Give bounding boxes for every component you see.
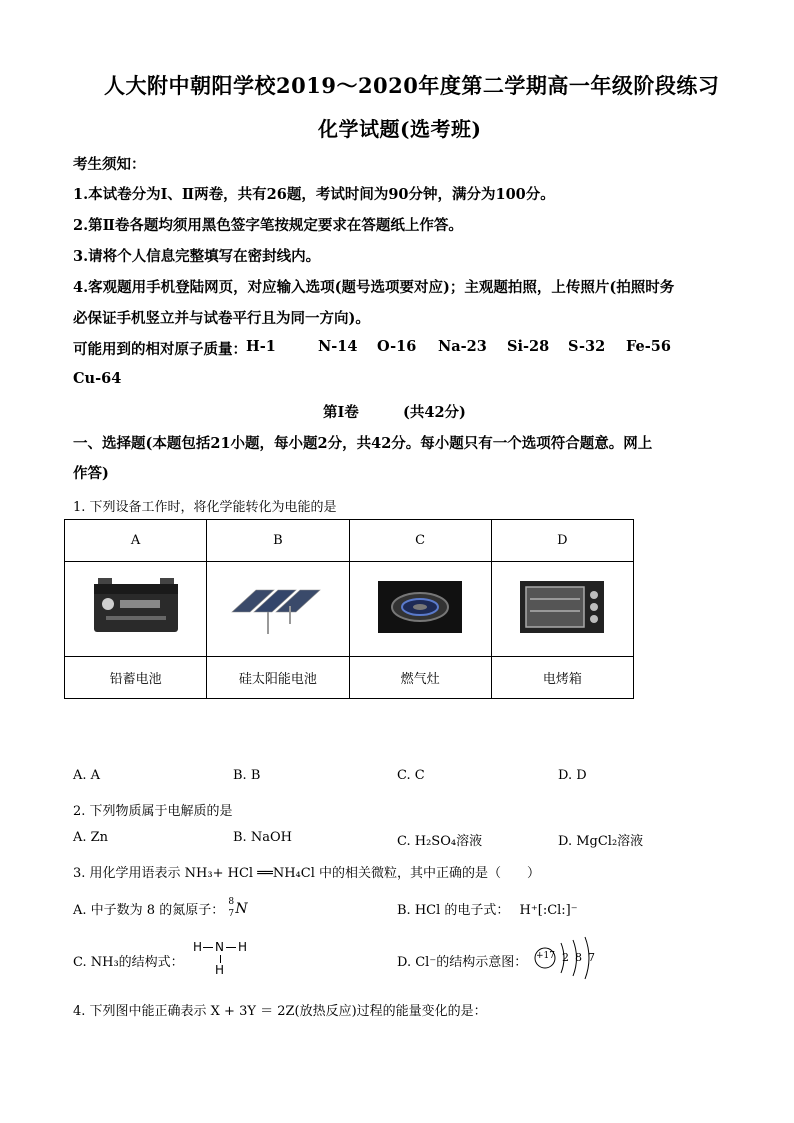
- element-symbol: N: [235, 900, 248, 917]
- q1-label-b: 硅太阳能电池: [207, 657, 349, 699]
- instruction-item: 2.第Ⅱ卷各题均须用黑色签字笔按规定要求在答题纸上作答。: [73, 217, 463, 234]
- q1-header-a: A: [65, 520, 207, 562]
- instruction-item: 1.本试卷分为Ⅰ、Ⅱ两卷，共有26题，考试时间为90分钟，满分为100分。: [73, 186, 555, 203]
- atomic-mass: Si-28: [507, 338, 550, 355]
- section-intro: 作答): [73, 465, 109, 482]
- q1-header-d: D: [491, 520, 633, 562]
- q3-option-c[interactable]: [73, 951, 184, 970]
- q1-option-d[interactable]: D. D: [558, 768, 587, 783]
- atom-h-bottom: H: [215, 963, 225, 977]
- atomic-mass: Cu-64: [73, 370, 122, 387]
- page-subtitle: 化学试题(选考班): [318, 117, 482, 141]
- atomic-mass: O-16: [377, 338, 417, 355]
- gas-stove-image: [349, 562, 491, 657]
- bond: [203, 947, 213, 948]
- structural-formula: [193, 940, 253, 980]
- q2-option-b[interactable]: B. NaOH: [233, 830, 292, 845]
- q3-stem: 3. 用化学用语表示 NH₃+ HCl ══NH₄Cl 中的相关微粒，其中正确的是（ ）: [73, 866, 541, 881]
- section-title: 第Ⅰ卷: [323, 404, 359, 421]
- atomic-structure-diagram: [531, 935, 601, 981]
- section-score: (共42分): [403, 404, 466, 421]
- q1-option-c[interactable]: C. C: [397, 768, 425, 783]
- q3-option-a[interactable]: [73, 896, 250, 921]
- atomic-mass-label: 可能用到的相对原子质量：: [73, 341, 247, 358]
- q2-option-c[interactable]: C. H₂SO₄溶液: [397, 834, 483, 849]
- q1-label-a: 铅蓄电池: [65, 657, 207, 699]
- q4-stem: 4. 下列图中能正确表示 X + 3Y ＝ 2Z(放热反应)过程的能量变化的是：: [73, 1004, 487, 1019]
- mass-number: 8: [228, 896, 235, 907]
- q2-option-d[interactable]: D. MgCl₂溶液: [558, 834, 644, 849]
- instruction-item: 4.客观题用手机登陆网页，对应输入选项(题号选项要对应)；主观题拍照，上传照片(拍照时务: [73, 279, 675, 296]
- bond: [220, 955, 221, 963]
- atomic-mass: N-14: [318, 338, 358, 355]
- atomic-mass: S-32: [568, 338, 606, 355]
- q3-option-b[interactable]: [397, 899, 578, 918]
- q1-stem: 1. 下列设备工作时，将化学能转化为电能的是: [73, 500, 337, 515]
- atomic-mass: Fe-56: [626, 338, 671, 355]
- atom-h-left: H: [193, 940, 203, 954]
- atom-n: N: [215, 940, 224, 954]
- q1-option-b[interactable]: B. B: [233, 768, 261, 783]
- electric-oven-image: [491, 562, 633, 657]
- q1-header-b: B: [207, 520, 349, 562]
- q1-label-d: 电烤箱: [491, 657, 633, 699]
- atomic-mass: Na-23: [438, 338, 487, 355]
- q1-options-table: [64, 519, 634, 699]
- q1-label-c: 燃气灶: [349, 657, 491, 699]
- q3-option-d-text: D. Cl⁻的结构示意图：: [397, 955, 528, 970]
- instruction-item: 必保证手机竖立并与试卷平行且为同一方向)。: [73, 310, 370, 327]
- solar-panel-image: [207, 562, 349, 657]
- q3-option-c-text: C. NH₃的结构式：: [73, 955, 184, 970]
- nuclide-notation: [228, 896, 250, 921]
- shell-electrons: 2: [562, 951, 569, 964]
- q1-option-a[interactable]: A. A: [73, 768, 101, 783]
- q3-option-d[interactable]: [397, 951, 527, 970]
- atom-h-right: H: [238, 940, 248, 954]
- q3-option-b-text: B. HCl 的电子式：: [397, 903, 510, 918]
- page-title: 人大附中朝阳学校2019～2020年度第二学期高一年级阶段练习: [104, 73, 720, 98]
- bond: [226, 947, 236, 948]
- instructions-heading: 考生须知：: [73, 156, 146, 173]
- q1-header-c: C: [349, 520, 491, 562]
- shell-electrons: 7: [588, 951, 595, 964]
- instruction-item: 3.请将个人信息完整填写在密封线内。: [73, 248, 321, 265]
- section-intro: 一、选择题(本题包括21小题，每小题2分，共42分。每小题只有一个选项符合题意。网上: [73, 435, 653, 452]
- q3-option-a-text: A. 中子数为 8 的氮原子：: [73, 903, 225, 918]
- lead-acid-battery-image: [65, 562, 207, 657]
- nucleus-charge: +17: [536, 951, 555, 961]
- atomic-mass: H-1: [246, 338, 276, 355]
- shell-electrons: 8: [575, 951, 582, 964]
- atomic-number: 7: [228, 908, 235, 919]
- q2-stem: 2. 下列物质属于电解质的是: [73, 804, 233, 819]
- q2-option-a[interactable]: A. Zn: [73, 830, 109, 845]
- electron-formula: H⁺[:Cl:]⁻: [519, 903, 578, 918]
